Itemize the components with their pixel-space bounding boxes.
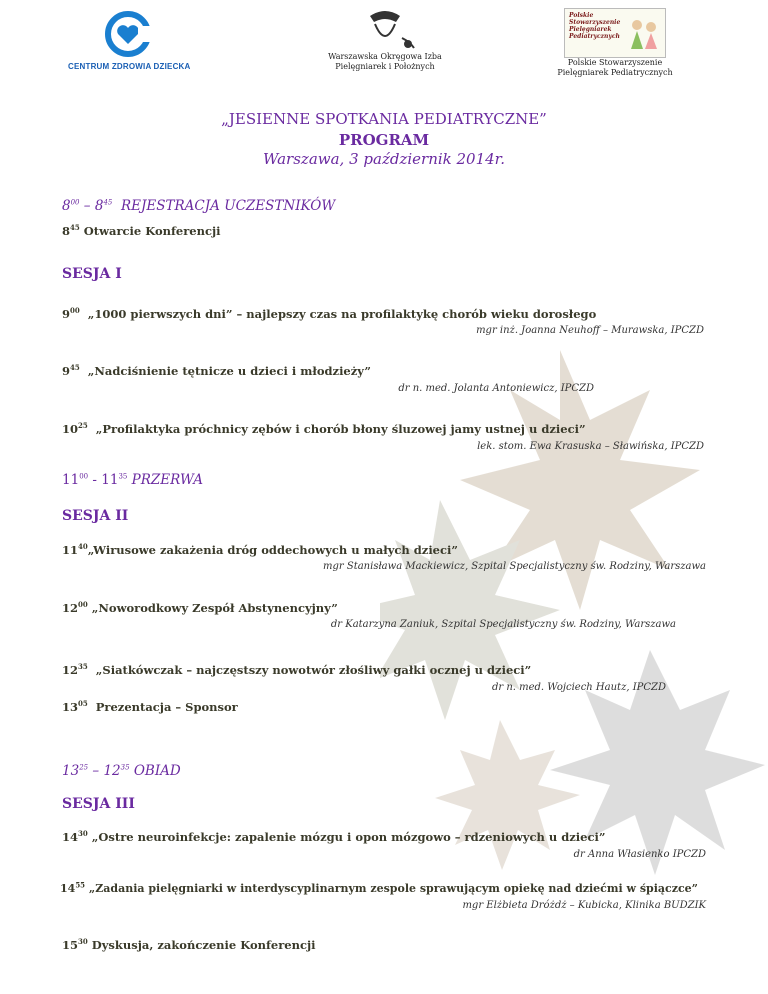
logo-centrum-zdrowia-dziecka xyxy=(68,10,191,74)
logo-left-text: CENTRUM ZDROWIA DZIECKA xyxy=(68,62,191,71)
logo-pspp xyxy=(555,8,675,84)
leaves-watermark xyxy=(380,330,768,890)
talk-2-speaker: dr n. med. Jolanta Antoniewicz, IPCZD xyxy=(398,383,594,394)
nurse-logo-icon xyxy=(350,8,420,52)
badge-line3: Pielęgniarek xyxy=(569,26,612,33)
badge-line1: Polskie xyxy=(569,12,594,19)
registration-line: $8^{00} - 8^{45}$ REJESTRACJA UCZESTNIKÓW xyxy=(62,198,336,214)
talk-3-speaker: lek. stom. Ewa Krasuska – Sławińska, IPCZD xyxy=(477,441,704,452)
logo-right-line2: Pielęgniarek Pediatrycznych xyxy=(557,68,673,77)
talk-4-speaker: mgr Stanisława Mackiewicz, Szpital Specjalistyczny św. Rodziny, Warszawa xyxy=(323,561,706,572)
lunch-line: $13^{25} - 12^{35}$ OBIAD xyxy=(62,763,181,779)
talk-5: $12^{00}$ „Noworodkowy Zespół Abstynencyjny” xyxy=(62,600,338,615)
talk-2: $9^{45}$ „Nadciśnienie tętnicze u dzieci i młodzieży” xyxy=(62,363,372,378)
talk-4: $11^{40}„Wirusowe$ zakażenia dróg oddechowych u małych dzieci” xyxy=(62,542,458,557)
talk-7: $14^{30}$ „Ostre neuroinfekcje: zapalenie mózgu i opon mózgowo – rdzeniowych u dzieci” xyxy=(62,829,606,844)
talk-6: $12^{35}$ „Siatkówczak – najczęstszy nowotwór złośliwy gałki ocznej u dzieci” xyxy=(62,662,532,677)
logo-woipip xyxy=(300,8,470,78)
event-title: „JESIENNE SPOTKANIA PEDIATRYCZNE” xyxy=(221,110,547,128)
talk-5-speaker: dr Katarzyna Zaniuk, Szpital Specjalistyczny św. Rodziny, Warszawa xyxy=(330,619,676,630)
session-2-heading: SESJA II xyxy=(62,508,129,524)
session-3-heading: SESJA III xyxy=(62,796,135,812)
registration-label: REJESTRACJA UCZESTNIKÓW xyxy=(120,198,336,214)
session-1-heading: SESJA I xyxy=(62,266,122,282)
badge-line2: Stowarzyszenie xyxy=(569,19,621,26)
children-drawing-icon xyxy=(623,13,663,53)
talk-6-speaker: dr n. med. Wojciech Hautz, IPCZD xyxy=(491,682,666,693)
logo-mid-line2: Pielęgniarek i Położnych xyxy=(335,62,435,71)
sponsor-line: $13^{05}$ Prezentacja – Sponsor xyxy=(62,699,238,714)
closing-line: $15^{30}$ Dyskusja, zakończenie Konferencji xyxy=(62,937,316,952)
talk-8: $14^{55}$ „Zadania pielęgniarki w interdyscyplinarnym zespole sprawującym opiekę nad dziećmi w śpiączce” xyxy=(60,880,698,895)
pspp-badge xyxy=(564,8,666,58)
logo-right-line1: Polskie Stowarzyszenie xyxy=(567,58,663,67)
badge-line4: Pediatrycznych xyxy=(569,33,620,40)
lunch-label: OBIAD xyxy=(133,763,181,779)
talk-7-speaker: dr Anna Własienko IPCZD xyxy=(573,849,706,860)
talk-8-speaker: mgr Elżbieta Dróżdż – Kubicka, Klinika BUDZIK xyxy=(462,900,706,911)
place-date: Warszawa, 3 październik 2014r. xyxy=(263,150,505,168)
break-line: $11^{00} - 11^{35}$ PRZERWA xyxy=(62,472,203,488)
opening-line: $8^{45}$ Otwarcie Konferencji xyxy=(62,223,221,238)
talk-1: $9^{00}$ „1000 pierwszych dni” – najlepszy czas na profilaktykę chorób wieku dorosłego xyxy=(62,306,597,321)
program-heading: PROGRAM xyxy=(338,131,430,149)
heart-logo-icon xyxy=(68,10,188,60)
talk-3: $10^{25}$ „Profilaktyka próchnicy zębów i chorób błony śluzowej jamy ustnej u dzieci” xyxy=(62,421,586,436)
break-label: PRZERWA xyxy=(131,472,203,488)
logo-mid-line1: Warszawska Okręgowa Izba xyxy=(328,52,442,61)
talk-1-speaker: mgr inż. Joanna Neuhoff – Murawska, IPCZD xyxy=(476,325,704,336)
